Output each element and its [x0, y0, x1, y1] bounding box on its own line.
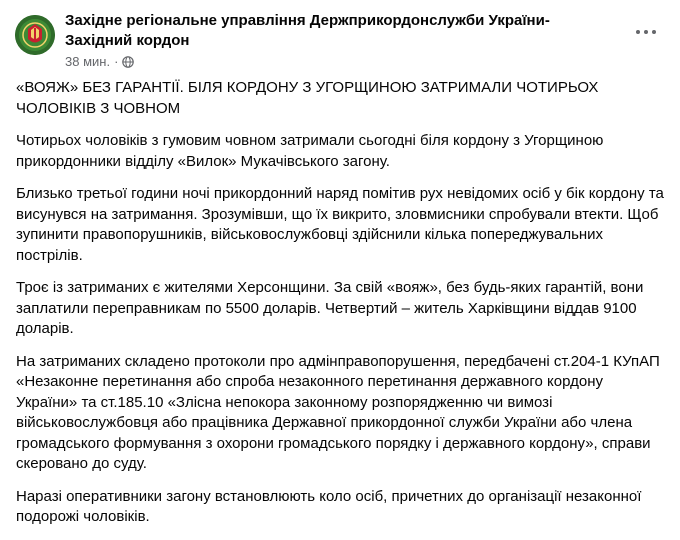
post-paragraph: Троє із затриманих є жителями Херсонщини. За свій «вояж», без будь-яких гарантій, вони заплатили переправникам по 5500 доларів. Четвертий – житель Харківщини віддав 9100 доларів.	[16, 279, 644, 337]
more-options-icon[interactable]	[628, 20, 664, 44]
post-header	[0, 0, 680, 78]
post-paragraph: На затриманих складено протоколи про адмінправопорушення, передбачені ст.204-1 КУпАП «Незаконне перетинання або спроба незаконного перетинання державного кордону України» та ст.185.10 «Злісна непокора законному розпорядженню чи вимозі військовослужбовця або працівника Державної прикордонної служби України або члена громадського формування з охорони громадського порядку і державного кордону», справи скеровано до суду.	[16, 352, 660, 472]
page-avatar[interactable]	[15, 15, 55, 55]
timestamp-link[interactable]: 38 мин.	[65, 54, 111, 69]
post-meta	[65, 54, 134, 70]
post-headline: «ВОЯЖ» БЕЗ ГАРАНТІЇ. БІЛЯ КОРДОНУ З УГОРЩИНОЮ ЗАТРИМАЛИ ЧОТИРЬОХ ЧОЛОВІКІВ З ЧОВНОМ	[16, 79, 599, 117]
meta-separator: ·	[114, 54, 119, 69]
post-paragraph: Наразі оперативники загону встановлюють коло осіб, причетних до організації незаконної подорожі чоловіків.	[16, 487, 642, 525]
globe-icon[interactable]	[122, 56, 134, 68]
page-name-link[interactable]: Західне регіональне управління Держприкордонслужби України-Західний кордон	[65, 12, 550, 49]
post-paragraph: Чотирьох чоловіків з гумовим човном затримали сьогодні біля кордону з Угорщиною прикордонники відділу «Вилок» Мукачівського загону.	[16, 132, 604, 170]
post-body	[16, 78, 668, 540]
post-paragraph: Близько третьої години ночі прикордонний наряд помітив рух невідомих осіб у бік кордону та висунувся на затримання. Зрозумівши, що їх викрито, зловмисники спробували втекти. Щоб зупинити правопорушників, військовослужбовці здійснили кілька попереджувальних пострілів.	[16, 185, 664, 264]
